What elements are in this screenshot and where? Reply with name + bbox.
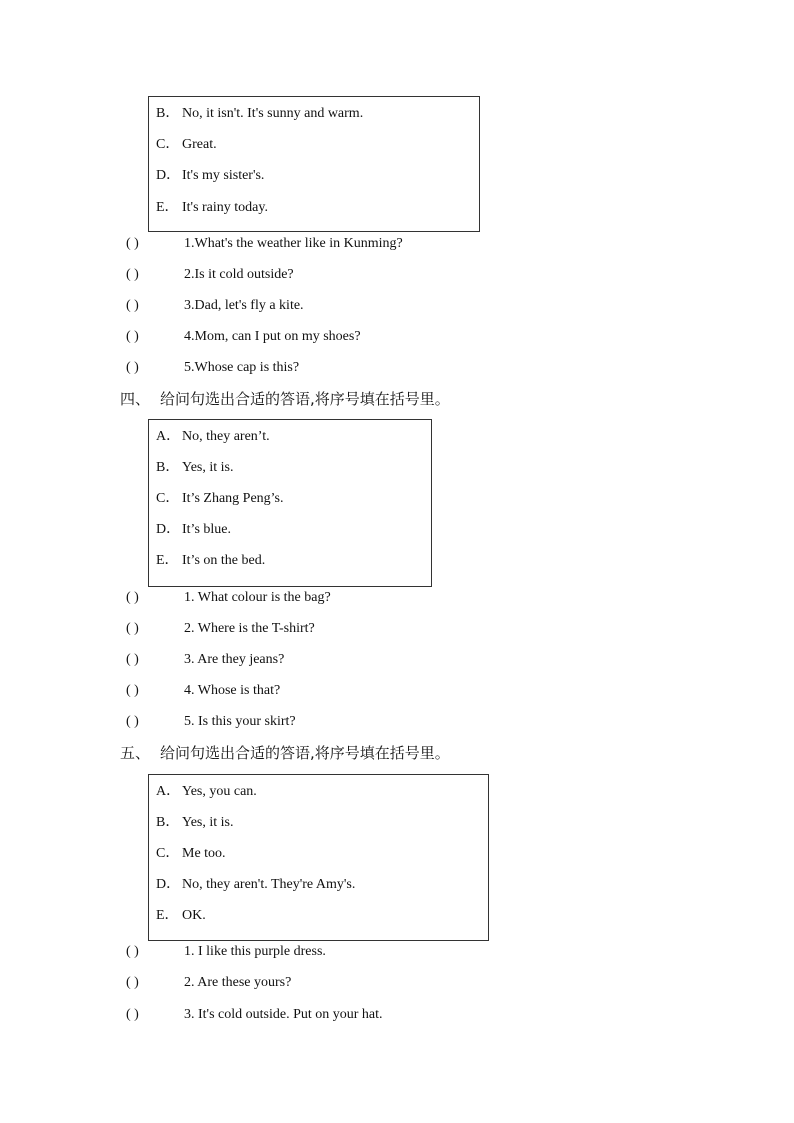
question-item: ( ) 1.What's the weather like in Kunming? (126, 236, 403, 251)
question-item: ( ) 3. Are they jeans? (126, 652, 285, 667)
question-item: ( ) 3.Dad, let's fly a kite. (126, 298, 304, 313)
answer-bracket[interactable]: ( ) (126, 298, 139, 313)
answer-bracket[interactable]: ( ) (126, 329, 139, 344)
answer-options-box-3 (148, 774, 489, 941)
option-d: D． It's my sister's. (156, 168, 265, 183)
question-item: ( ) 4.Mom, can I put on my shoes? (126, 329, 361, 344)
question-item: ( ) 5.Whose cap is this? (126, 360, 300, 375)
option-d: D． No, they aren't. They're Amy's. (156, 877, 356, 892)
answer-bracket[interactable]: ( ) (126, 683, 139, 698)
question-item: ( ) 2. Are these yours? (126, 975, 292, 990)
answer-bracket[interactable]: ( ) (126, 590, 139, 605)
option-d: D． It’s blue. (156, 522, 231, 537)
option-e: E． It’s on the bed. (156, 553, 266, 568)
option-b: B． No, it isn't. It's sunny and warm. (156, 106, 364, 121)
question-item: ( ) 5. Is this your skirt? (126, 714, 296, 729)
option-a: A． Yes, you can. (156, 784, 257, 799)
question-item: ( ) 2.Is it cold outside? (126, 267, 294, 282)
answer-bracket[interactable]: ( ) (126, 1007, 139, 1022)
answer-bracket[interactable]: ( ) (126, 944, 139, 959)
answer-bracket[interactable]: ( ) (126, 714, 139, 729)
answer-bracket[interactable]: ( ) (126, 975, 139, 990)
option-b: B． Yes, it is. (156, 815, 234, 830)
question-item: ( ) 2. Where is the T-shirt? (126, 621, 315, 636)
section-heading-4: 四、 给问句选出合适的答语,将序号填在括号里。 (120, 390, 450, 408)
option-c: C． Great. (156, 137, 217, 152)
question-item: ( ) 4. Whose is that? (126, 683, 281, 698)
option-a: A． No, they aren’t. (156, 429, 270, 444)
option-e: E． OK. (156, 908, 206, 923)
option-b: B． Yes, it is. (156, 460, 234, 475)
option-c: C． Me too. (156, 846, 226, 861)
question-item: ( ) 3. It's cold outside. Put on your hat. (126, 1007, 383, 1022)
answer-options-box-2 (148, 419, 432, 587)
answer-bracket[interactable]: ( ) (126, 360, 139, 375)
answer-options-box-1 (148, 96, 480, 232)
question-item: ( ) 1. What colour is the bag? (126, 590, 331, 605)
answer-bracket[interactable]: ( ) (126, 236, 139, 251)
question-item: ( ) 1. I like this purple dress. (126, 944, 326, 959)
answer-bracket[interactable]: ( ) (126, 652, 139, 667)
answer-bracket[interactable]: ( ) (126, 621, 139, 636)
answer-bracket[interactable]: ( ) (126, 267, 139, 282)
option-e: E． It's rainy today. (156, 200, 268, 215)
option-c: C． It’s Zhang Peng’s. (156, 491, 284, 506)
section-heading-5: 五、 给问句选出合适的答语,将序号填在括号里。 (120, 744, 450, 762)
